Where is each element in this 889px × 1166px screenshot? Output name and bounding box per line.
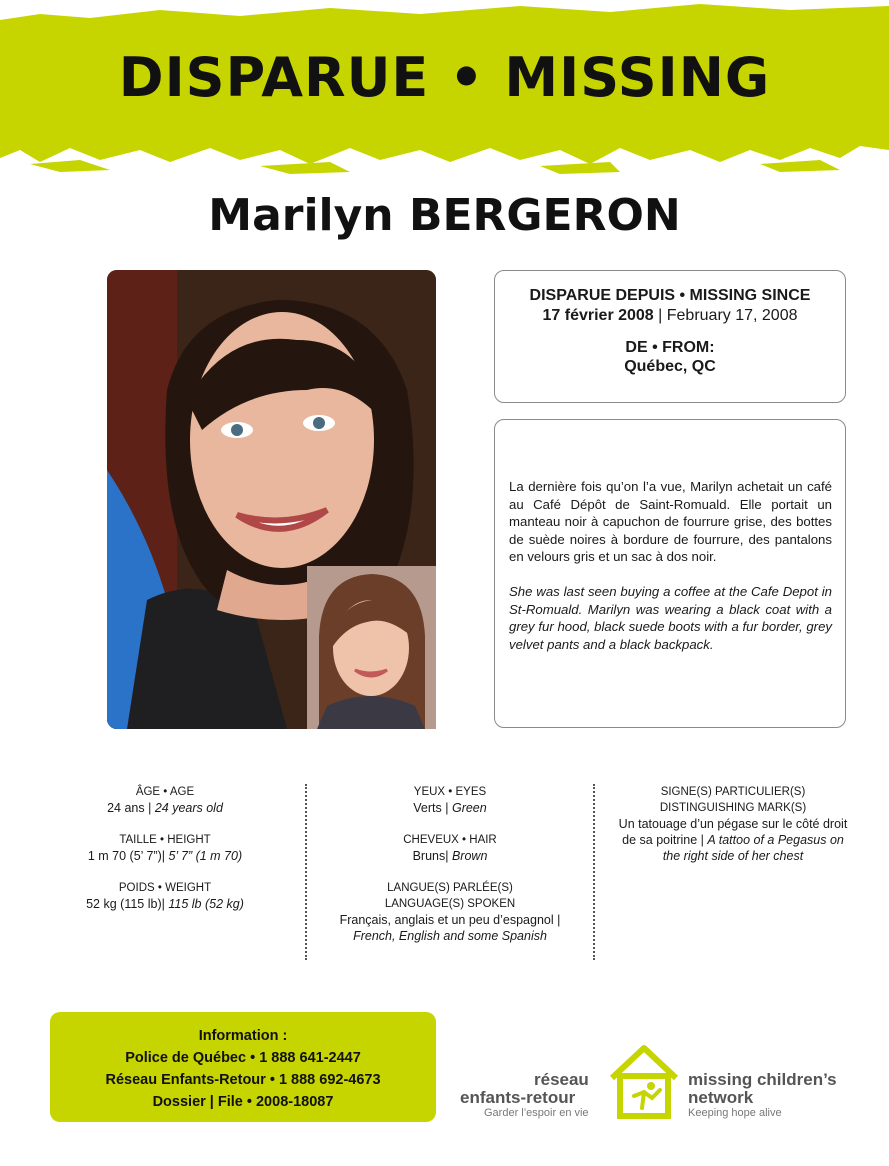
weight-sep: | [161, 897, 169, 911]
eyes-value-en: Green [451, 801, 487, 815]
description-box [494, 419, 846, 728]
column-divider-1 [305, 784, 307, 960]
languages-value-en: French, English and some Spanish [353, 929, 547, 943]
weight-field [60, 880, 270, 912]
eyes-sep: | [441, 801, 452, 815]
languages-value-fr: Français, anglais et un peu d’espagnol [339, 913, 554, 927]
height-value-fr: 1 m 70 (5’ 7”) [87, 849, 162, 863]
marks-label-2: DISTINGUISHING MARK(S) [659, 802, 807, 814]
missing-since-box [494, 270, 846, 403]
marks-label-1: SIGNE(S) PARTICULIER(S) [660, 786, 806, 798]
age-sep: | [144, 801, 155, 815]
contact-info-panel [50, 1012, 436, 1122]
eyes-value-fr: Verts [413, 801, 442, 815]
eyes-field [330, 784, 570, 816]
info-file: Dossier | File • 2008-18087 [152, 1094, 334, 1110]
info-police: Police de Québec • 1 888 641-2447 [125, 1050, 361, 1066]
height-label: TAILLE • HEIGHT [119, 834, 211, 846]
details-column-3 [612, 784, 854, 880]
marks-sep: | [697, 833, 708, 847]
marks-value-en: A tattoo of a Pegasus on the right side of her chest [662, 833, 844, 863]
header-banner [0, 0, 889, 178]
date-en: February 17, 2008 [666, 307, 798, 324]
age-value-en: 24 years old [154, 801, 223, 815]
age-value-fr: 24 ans [107, 801, 145, 815]
height-sep: | [161, 849, 169, 863]
hair-sep: | [445, 849, 452, 863]
marks-field [612, 784, 854, 864]
from-value: Québec, QC [624, 358, 716, 375]
marks-value-fr: Un tatouage d’un pégase sur le côté droit de sa poitrine [618, 817, 848, 847]
logo-fr-line-2: enfants-retour [460, 1088, 576, 1107]
details-column-1 [60, 784, 270, 928]
hair-value-fr: Bruns [412, 849, 446, 863]
languages-label-2: LANGUAGE(S) SPOKEN [384, 898, 516, 910]
date-fr: 17 février 2008 [542, 307, 654, 324]
logo-en-tagline: Keeping hope alive [688, 1107, 782, 1119]
missing-since-date [495, 307, 845, 325]
logo-en-line-2: network [688, 1088, 754, 1107]
eyes-label: YEUX • EYES [413, 786, 487, 798]
hair-value-en: Brown [451, 849, 488, 863]
info-title: Information : [198, 1028, 288, 1044]
organization-logo [456, 1044, 866, 1124]
from-label: DE • FROM: [625, 339, 715, 356]
weight-value-en: 115 lb (52 kg) [168, 897, 244, 911]
description-fr: La dernière fois qu’on l’a vue, Marilyn achetait un café au Café Dépôt de Saint-Romuald. Elle portait un manteau noir à capuchon de fourrure grise, des bottes de suède noires à bordure de fourrure, des pantalons en velours gris et un sac à dos noir. [509, 479, 832, 565]
logo-fr-tagline: Garder l’espoir en vie [484, 1107, 589, 1119]
languages-sep: | [553, 913, 561, 927]
height-field [60, 832, 270, 864]
house-child-icon [606, 1044, 682, 1120]
details-column-2 [330, 784, 570, 960]
inset-photo [307, 566, 436, 729]
date-separator: | [653, 307, 667, 324]
logo-fr-line-1: réseau [534, 1070, 589, 1089]
age-field [60, 784, 270, 816]
info-reseau: Réseau Enfants-Retour • 1 888 692-4673 [105, 1072, 381, 1088]
logo-en-line-1: missing children’s [688, 1070, 837, 1089]
column-divider-2 [593, 784, 595, 960]
missing-since-label: DISPARUE DEPUIS • MISSING SINCE [529, 287, 811, 304]
banner-title: DISPARUE • MISSING [118, 46, 771, 109]
person-name: Marilyn BERGERON [208, 190, 681, 241]
weight-label: POIDS • WEIGHT [118, 882, 212, 894]
description-en: She was last seen buying a coffee at the Cafe Depot in St-Romuald. Marilyn was wearing a black coat with a grey fur hood, black suede boots with a fur border, grey velvet pants and a black backpack. [509, 583, 832, 652]
weight-value-fr: 52 kg (115 lb) [86, 897, 162, 911]
hair-field [330, 832, 570, 864]
age-label: ÂGE • AGE [135, 786, 195, 798]
languages-label-1: LANGUE(S) PARLÉE(S) [387, 882, 513, 894]
hair-label: CHEVEUX • HAIR [403, 834, 497, 846]
height-value-en: 5’ 7” (1 m 70) [168, 849, 243, 863]
languages-field [330, 880, 570, 944]
